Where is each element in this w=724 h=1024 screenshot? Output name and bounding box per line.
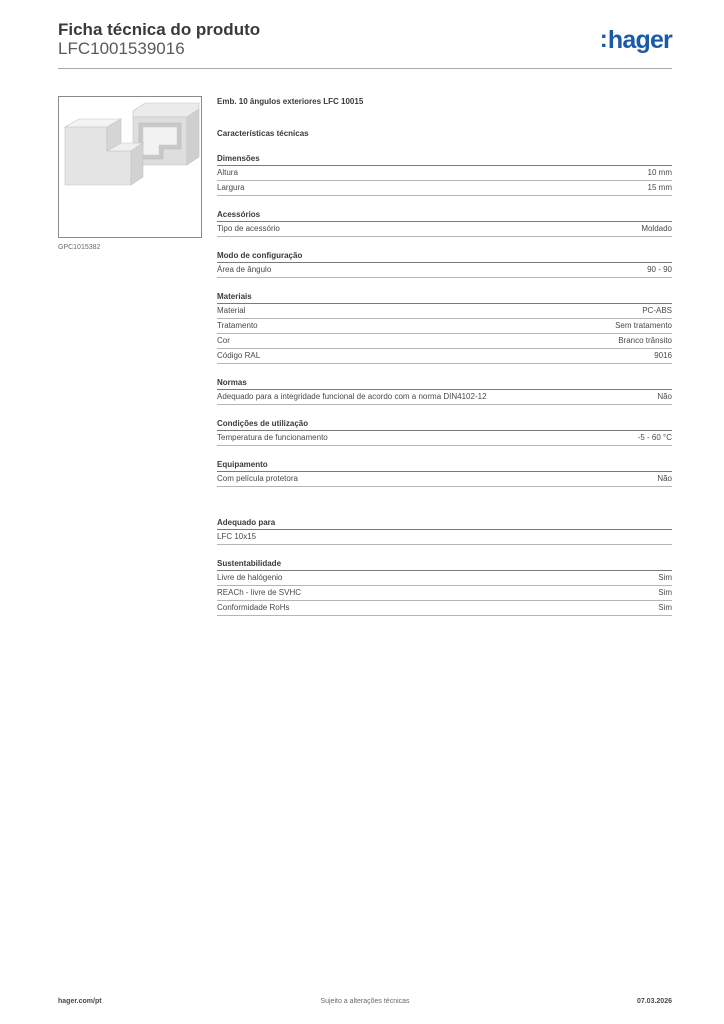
- spec-group-modo-configuracao: [217, 250, 672, 278]
- spec-row: [217, 334, 672, 349]
- spec-label: Código RAL: [217, 351, 261, 360]
- spec-row: [217, 304, 672, 319]
- spec-label: REACh - livre de SVHC: [217, 588, 302, 597]
- spec-section-title: Características técnicas: [217, 129, 309, 138]
- spec-group-normas: [217, 377, 672, 405]
- spec-label: Tratamento: [217, 321, 258, 330]
- spec-value: Sim: [658, 573, 672, 582]
- group-title: Modo de configuração: [217, 250, 672, 263]
- group-title: Dimensões: [217, 153, 672, 166]
- image-caption: GPC1015382: [58, 244, 101, 251]
- group-title: Normas: [217, 377, 672, 390]
- product-illustration: [59, 97, 201, 237]
- footer-date: 07.03.2026: [636, 998, 672, 1005]
- product-code: LFC1001539016: [58, 39, 185, 58]
- header-divider: [58, 68, 672, 69]
- spec-label: Temperatura de funcionamento: [217, 433, 328, 442]
- spec-group-sustentabilidade: [217, 558, 672, 616]
- document-title: Ficha técnica do produto: [58, 20, 261, 39]
- spec-label: Livre de halógenio: [217, 573, 283, 582]
- spec-group-dimensoes: [217, 153, 672, 196]
- spec-row: [217, 586, 672, 601]
- spec-row: [217, 390, 672, 405]
- page-header: [58, 20, 672, 70]
- spec-label: Cor: [217, 336, 230, 345]
- group-title: Acessórios: [217, 209, 672, 222]
- footer-note: Sujeito a alterações técnicas: [320, 998, 410, 1005]
- spec-value: 10 mm: [647, 168, 672, 177]
- spec-value: Moldado: [641, 224, 672, 233]
- spec-label: LFC 10x15: [217, 532, 257, 541]
- page-footer: [58, 998, 672, 1010]
- footer-website-link[interactable]: hager.com/pt: [58, 998, 102, 1005]
- spec-value: Sim: [658, 588, 672, 597]
- spec-label: Com película protetora: [217, 474, 298, 483]
- spec-value: PC-ABS: [642, 306, 672, 315]
- group-title: Materiais: [217, 291, 672, 304]
- spec-label: Área de ângulo: [217, 265, 272, 274]
- group-title: Equipamento: [217, 459, 672, 472]
- spec-group-equipamento: [217, 459, 672, 487]
- spec-row: [217, 263, 672, 278]
- spec-label: Conformidade RoHs: [217, 603, 290, 612]
- spec-row: [217, 319, 672, 334]
- spec-value: Branco trânsito: [618, 336, 672, 345]
- spec-row: [217, 472, 672, 487]
- spec-row: [217, 181, 672, 196]
- spec-row: [217, 431, 672, 446]
- spec-label: Tipo de acessório: [217, 224, 280, 233]
- spec-group-condicoes-utilizacao: [217, 418, 672, 446]
- spec-group-adequado-para: [217, 517, 672, 545]
- spec-label: Largura: [217, 183, 245, 192]
- group-title: Adequado para: [217, 517, 672, 530]
- product-name: Emb. 10 ângulos exteriores LFC 10015: [217, 97, 364, 106]
- group-title: Sustentabilidade: [217, 558, 672, 571]
- product-image: [58, 96, 202, 238]
- spec-row: [217, 349, 672, 364]
- spec-row: [217, 601, 672, 616]
- spec-value: Não: [657, 392, 672, 401]
- spec-value: Sim: [658, 603, 672, 612]
- spec-group-acessorios: [217, 209, 672, 237]
- group-title: Condições de utilização: [217, 418, 672, 431]
- spec-label: Adequado para a integridade funcional de acordo com a norma DIN4102-12: [217, 392, 487, 401]
- spec-row: [217, 571, 672, 586]
- spec-label: Material: [217, 306, 246, 315]
- spec-group-materiais: [217, 291, 672, 364]
- spec-value: Sem tratamento: [615, 321, 672, 330]
- spec-value: 90 - 90: [647, 265, 672, 274]
- spec-content: [217, 96, 672, 616]
- hager-logo: [600, 28, 672, 53]
- spec-row: [217, 530, 672, 545]
- spec-value: -5 - 60 °C: [637, 433, 672, 442]
- spec-label: Altura: [217, 168, 238, 177]
- logo-dots: :: [599, 26, 607, 53]
- spec-value: Não: [657, 474, 672, 483]
- spec-value: 9016: [654, 351, 672, 360]
- spec-value: 15 mm: [647, 183, 672, 192]
- spec-row: [217, 222, 672, 237]
- spec-row: [217, 166, 672, 181]
- logo-text: hager: [607, 26, 672, 54]
